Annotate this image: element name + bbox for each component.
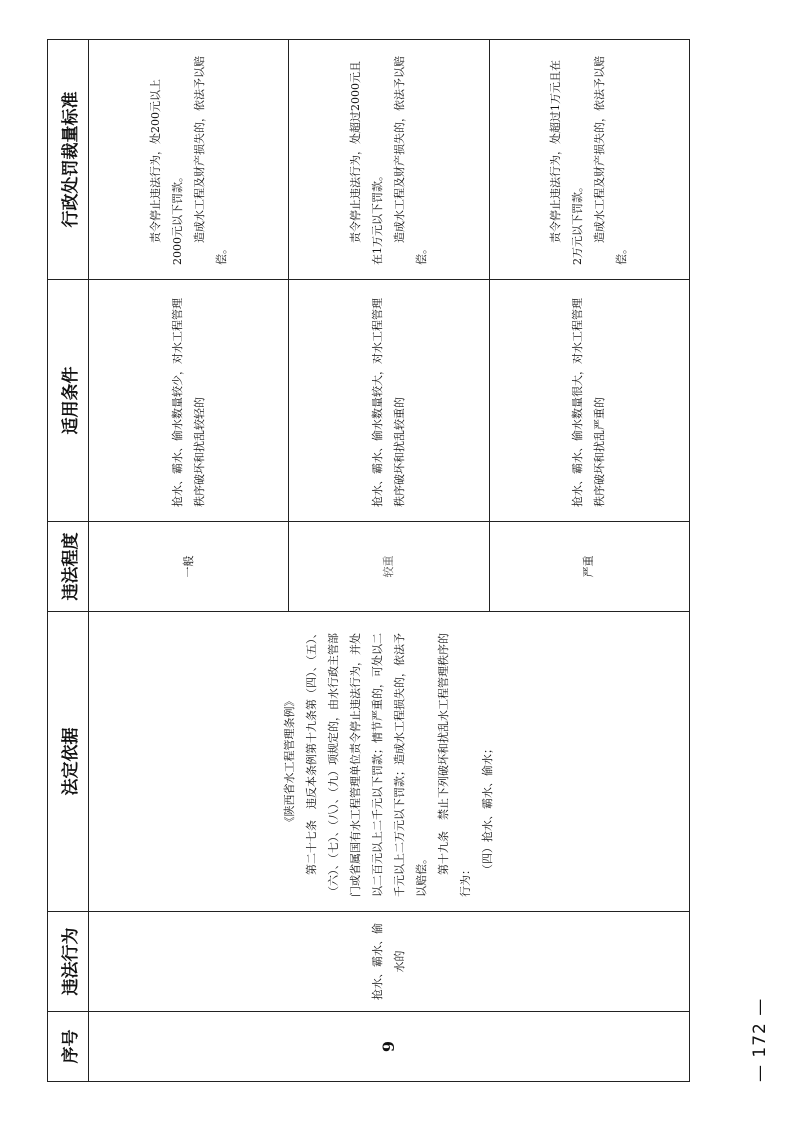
law-article-19-item-4: （四）抢水、霸水、偷水； — [481, 743, 494, 875]
degree-serious: 较重 — [289, 522, 489, 612]
law-article-27: 第二十七条 违反本条例第十九条第（四）、（五）、（六）、（七）、（八）、（九）项规定的，由水行政主管部门或省属国有水工程管理单位责令停止违法行为，并处以二百元以上二千元以下罚款；情节严重的，可处以二千元以上二万元以下罚款；造成水工程损失的，依法予以赔偿。 — [305, 627, 428, 897]
standard-severe-compensation: 造成水工程及财产损失的，依法予以赔偿。 — [593, 56, 629, 265]
condition-serious: 抢水、霸水、偷水数量较大，对水工程管理秩序破坏和扰乱较重的 — [289, 280, 489, 522]
standard-serious — [289, 40, 489, 280]
standard-severe-fine: 责令停止违法行为，处超过1万元且在2万元以下罚款。 — [549, 60, 585, 265]
page-number: — 172 — — [750, 997, 770, 1083]
header-basis: 法定依据 — [48, 612, 89, 912]
header-row — [48, 40, 89, 1082]
standard-general-compensation: 造成水工程及财产损失的，依法予以赔偿。 — [192, 56, 228, 265]
header-act: 违法行为 — [48, 912, 89, 1012]
table-row — [89, 40, 289, 1082]
standard-severe — [489, 40, 689, 280]
degree-general: 一般 — [89, 522, 289, 612]
header-degree: 违法程度 — [48, 522, 89, 612]
penalty-table — [47, 39, 690, 1082]
condition-severe: 抢水、霸水、偷水数量很大，对水工程管理秩序破坏和扰乱严重的 — [489, 280, 689, 522]
header-standard: 行政处罚裁量标准 — [48, 40, 89, 280]
act-cell: 抢水、霸水、偷水的 — [89, 912, 690, 1012]
law-article-19: 第十九条 禁止下列破坏和扰乱水工程管理秩序的行为： — [437, 633, 472, 897]
header-seq: 序号 — [48, 1012, 89, 1082]
degree-severe: 严重 — [489, 522, 689, 612]
law-title: 《陕西省水工程管理条例》 — [283, 695, 296, 828]
standard-serious-compensation: 造成水工程及财产损失的，依法予以赔偿。 — [392, 56, 428, 265]
condition-general: 抢水、霸水、偷水数量较少，对水工程管理秩序破坏和扰乱较轻的 — [89, 280, 289, 522]
header-condition: 适用条件 — [48, 280, 89, 522]
seq-cell: 9 — [89, 1012, 690, 1082]
standard-general — [89, 40, 289, 280]
basis-cell — [89, 612, 690, 912]
standard-general-fine: 责令停止违法行为，处200元以上2000元以下罚款。 — [148, 79, 184, 265]
standard-serious-fine: 责令停止违法行为，处超过2000元且在1万元以下罚款。 — [348, 61, 384, 265]
rotated-page — [47, 40, 690, 1082]
